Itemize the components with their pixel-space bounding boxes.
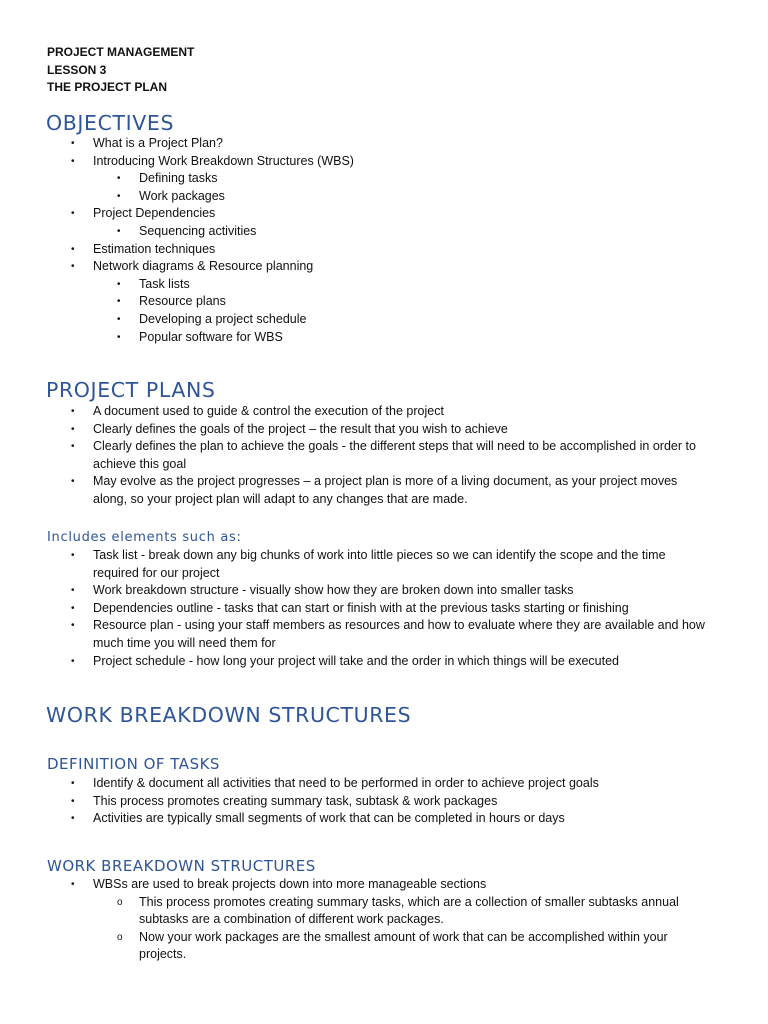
includes-heading: Includes elements such as: — [47, 530, 242, 545]
list-item: o This process promotes creating summary tasks, which are a collection of smaller subtasks annual subtasks are a combination of different work packages. — [117, 894, 679, 927]
lesson-title: THE PROJECT PLAN — [47, 80, 168, 94]
list-item: • Project Dependencies — [71, 206, 216, 221]
list-item: • This process promotes creating summary task, subtask & work packages — [71, 793, 498, 808]
course-title: PROJECT MANAGEMENT — [47, 45, 195, 59]
wbs-heading: WORK BREAKDOWN STRUCTURES — [46, 703, 412, 727]
list-item: • Defining tasks — [117, 171, 218, 186]
list-item: • Developing a project schedule — [117, 311, 307, 326]
list-item: • WBSs are used to break projects down into more manageable sections — [71, 877, 487, 891]
definition-of-tasks-heading: DEFINITION OF TASKS — [47, 755, 220, 773]
lesson-number: LESSON 3 — [47, 62, 107, 77]
list-item: • Task lists — [117, 276, 190, 291]
list-item: • Network diagrams & Resource planning — [71, 259, 314, 274]
list-item: • Task list - break down any big chunks of work into little pieces so we can identify the scope and the time required for our project — [71, 548, 666, 580]
list-item: • Activities are typically small segments of work that can be completed in hours or days — [71, 811, 565, 826]
list-item: o Now your work packages are the smallest amount of work that can be accomplished within your projects. — [117, 929, 668, 962]
includes-list — [0, 547, 768, 670]
list-item: • Work breakdown structure - visually show how they are broken down into smaller tasks — [71, 583, 574, 598]
document-header — [47, 44, 194, 97]
list-item: • Dependencies outline - tasks that can start or finish with at the previous tasks starting or finishing — [71, 600, 629, 615]
list-item: • Popular software for WBS — [117, 329, 283, 344]
list-item: • Resource plan - using your staff members as resources and how to evaluate where they are available and how much time you will need them for — [71, 618, 705, 650]
list-item: • Identify & document all activities that need to be performed in order to achieve project goals — [71, 776, 599, 790]
list-item: • Resource plans — [117, 294, 226, 309]
list-item: • Work packages — [117, 188, 225, 203]
wbs-list — [0, 876, 768, 964]
objectives-list — [0, 135, 768, 346]
list-item: • What is a Project Plan? — [71, 136, 223, 150]
list-item: • Project schedule - how long your project will take and the order in which things will be executed — [71, 653, 619, 668]
list-item: • Estimation techniques — [71, 241, 216, 256]
objectives-heading: OBJECTIVES — [46, 111, 175, 135]
project-plans-heading: PROJECT PLANS — [46, 378, 216, 402]
project-plans-list — [0, 403, 768, 509]
list-item: • Introducing Work Breakdown Structures (WBS) — [71, 153, 354, 168]
wbs-subheading: WORK BREAKDOWN STRUCTURES — [47, 857, 316, 875]
list-item: • Sequencing activities — [117, 223, 257, 238]
list-item: • Clearly defines the goals of the project – the result that you wish to achieve — [71, 421, 508, 436]
list-item: • May evolve as the project progresses – a project plan is more of a living document, as your project moves along, so your project plan will adapt to any changes that are made. — [71, 474, 678, 506]
list-item: • Clearly defines the plan to achieve the goals - the different steps that will need to be accomplished in order to achieve this goal — [71, 439, 696, 471]
definition-list — [0, 775, 768, 828]
list-item: • A document used to guide & control the execution of the project — [71, 404, 444, 418]
